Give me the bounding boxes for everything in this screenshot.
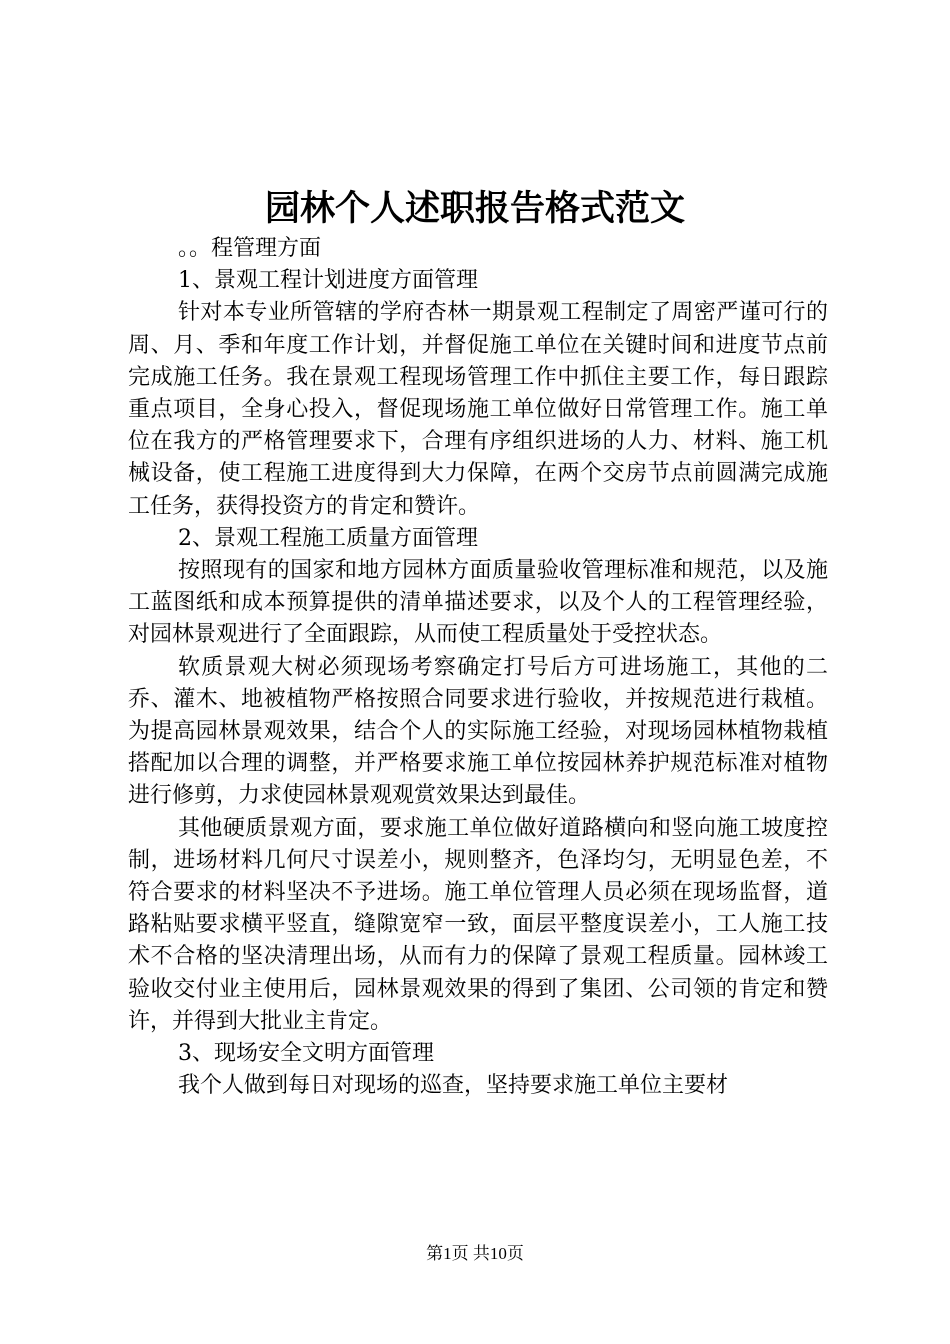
subsection-heading: 2、景观工程施工质量方面管理	[178, 525, 478, 551]
document-title: 园林个人述职报告格式范文	[264, 189, 685, 229]
body-paragraph: 软质景观大树必须现场考察确定打号后方可进场施工，其他的二乔、灌木、地被植物严格按照合同要求进行验收，并按规范进行栽植。为提高园林景观效果，结合个人的实际施工经验，对现场园林植物栽植搭配加以合理的调整，并严格要求施工单位按园林养护规范标准对植物进行修剪，力求使园林景观观赏效果达到最佳。	[128, 654, 828, 809]
subsection-heading: 3、现场安全文明方面管理	[178, 1041, 434, 1067]
page-footer: 第1页 共10页	[426, 1244, 524, 1263]
body-paragraph: 针对本专业所管辖的学府杏林一期景观工程制定了周密严谨可行的周、月、季和年度工作计划，并督促施工单位在关键时间和进度节点前完成施工任务。我在景观工程现场管理工作中抓住主要工作，每日跟踪重点项目，全身心投入，督促现场施工单位做好日常管理工作。施工单位在我方的严格管理要求下，合理有序组织进场的人力、材料、施工机械设备，使工程施工进度得到大力保障，在两个交房节点前圆满完成施工任务，获得投资方的肯定和赞许。	[128, 300, 828, 519]
section-heading: 。。程管理方面	[178, 236, 322, 261]
body-paragraph: 其他硬质景观方面，要求施工单位做好道路横向和竖向施工坡度控制，进场材料几何尺寸误差小，规则整齐，色泽均匀，无明显色差，不符合要求的材料坚决不予进场。施工单位管理人员必须在现场监督，道路粘贴要求横平竖直，缝隙宽窄一致，面层平整度误差小，工人施工技术不合格的坚决清理出场，从而有力的保障了景观工程质量。园林竣工验收交付业主使用后，园林景观效果的得到了集团、公司领的肯定和赞许，并得到大批业主肯定。	[128, 815, 828, 1034]
body-paragraph: 我个人做到每日对现场的巡查，坚持要求施工单位主要材	[178, 1073, 729, 1099]
subsection-heading: 1、景观工程计划进度方面管理	[178, 268, 478, 294]
body-paragraph: 按照现有的国家和地方园林方面质量验收管理标准和规范，以及施工蓝图纸和成本预算提供的清单描述要求，以及个人的工程管理经验，对园林景观进行了全面跟踪，从而使工程质量处于受控状态。	[128, 558, 828, 648]
document-body	[128, 233, 828, 1102]
